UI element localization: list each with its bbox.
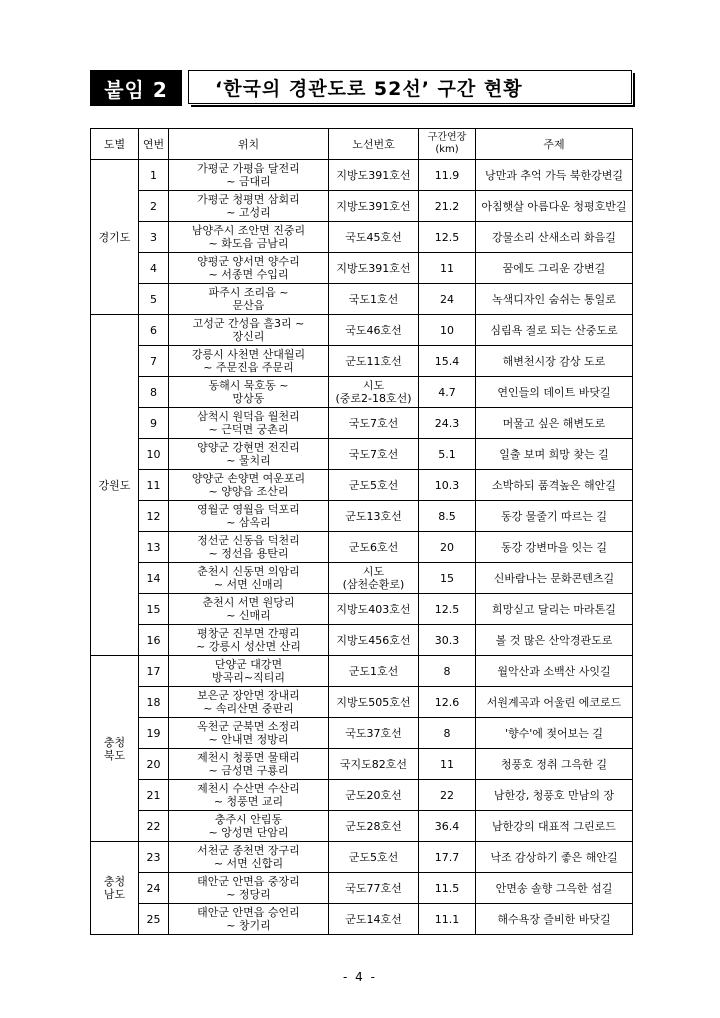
location-cell: 파주시 조리읍 ~ 문산읍	[169, 284, 329, 315]
table-row	[91, 501, 633, 532]
number-cell: 9	[139, 408, 169, 439]
number-cell: 4	[139, 253, 169, 284]
table-row	[91, 625, 633, 656]
number-cell: 15	[139, 594, 169, 625]
table-row	[91, 594, 633, 625]
number-cell: 17	[139, 656, 169, 687]
number-cell: 6	[139, 315, 169, 346]
length-cell: 17.7	[419, 842, 476, 873]
location-cell: 정선군 신동읍 덕천리 ~ 정선읍 용탄리	[169, 532, 329, 563]
number-cell: 18	[139, 687, 169, 718]
theme-cell: 해수욕장 즐비한 바닷길	[476, 904, 633, 935]
location-cell: 태안군 안면읍 중장리 ~ 정당리	[169, 873, 329, 904]
number-cell: 22	[139, 811, 169, 842]
length-cell: 4.7	[419, 377, 476, 408]
length-cell: 12.5	[419, 594, 476, 625]
theme-cell: 연인들의 데이트 바닷길	[476, 377, 633, 408]
route-cell: 국도37호선	[329, 718, 419, 749]
route-cell: 시도 (삼천순환로)	[329, 563, 419, 594]
theme-cell: 청풍호 정취 그윽한 길	[476, 749, 633, 780]
number-cell: 2	[139, 191, 169, 222]
theme-cell: 심림욕 절로 되는 산중도로	[476, 315, 633, 346]
route-cell: 군도13호선	[329, 501, 419, 532]
table-row	[91, 191, 633, 222]
number-cell: 24	[139, 873, 169, 904]
theme-cell: 녹색디자인 숨쉬는 통일로	[476, 284, 633, 315]
location-cell: 보은군 장안면 장내리 ~ 속리산면 중판리	[169, 687, 329, 718]
table-row	[91, 873, 633, 904]
theme-cell: 머물고 싶은 해변도로	[476, 408, 633, 439]
table-row	[91, 160, 633, 191]
table-row	[91, 408, 633, 439]
route-cell: 지방도391호선	[329, 191, 419, 222]
table-row	[91, 315, 633, 346]
number-cell: 19	[139, 718, 169, 749]
route-cell: 군도14호선	[329, 904, 419, 935]
col-number-header: 연번	[139, 129, 169, 160]
table-row	[91, 470, 633, 501]
length-cell: 11.9	[419, 160, 476, 191]
theme-cell: 볼 것 많은 산악경관도로	[476, 625, 633, 656]
number-cell: 8	[139, 377, 169, 408]
table-row	[91, 904, 633, 935]
location-cell: 가평군 청평면 삼회리 ~ 고성리	[169, 191, 329, 222]
attachment-badge	[90, 70, 182, 106]
location-cell: 강릉시 사천면 산대월리 ~ 주문진읍 주문리	[169, 346, 329, 377]
theme-cell: 남한강의 대표적 그린로드	[476, 811, 633, 842]
theme-cell: 안면송 솔향 그윽한 섬길	[476, 873, 633, 904]
route-cell: 지방도391호선	[329, 160, 419, 191]
table-row	[91, 811, 633, 842]
length-cell: 11.5	[419, 873, 476, 904]
number-cell: 16	[139, 625, 169, 656]
route-cell: 지방도456호선	[329, 625, 419, 656]
table-row	[91, 718, 633, 749]
number-cell: 13	[139, 532, 169, 563]
location-cell: 양양군 강현면 전진리 ~ 물치리	[169, 439, 329, 470]
length-cell: 5.1	[419, 439, 476, 470]
length-cell: 10.3	[419, 470, 476, 501]
col-province-header: 도별	[91, 129, 139, 160]
theme-cell: '향수'에 젖어보는 길	[476, 718, 633, 749]
route-cell: 국도46호선	[329, 315, 419, 346]
route-cell: 지방도403호선	[329, 594, 419, 625]
length-cell: 11	[419, 253, 476, 284]
location-cell: 서천군 종천면 장구리 ~ 서면 신합리	[169, 842, 329, 873]
route-cell: 군도5호선	[329, 842, 419, 873]
theme-cell: 희망싣고 달리는 마라톤길	[476, 594, 633, 625]
table-row	[91, 439, 633, 470]
theme-cell: 낙조 감상하기 좋은 해안길	[476, 842, 633, 873]
table-row	[91, 687, 633, 718]
length-cell: 24.3	[419, 408, 476, 439]
length-cell: 8.5	[419, 501, 476, 532]
location-cell: 춘천시 신동면 의암리 ~ 서면 신매리	[169, 563, 329, 594]
col-length-header: 구간연장 (km)	[419, 129, 476, 160]
theme-cell: 신바람나는 문화콘텐츠길	[476, 563, 633, 594]
table-body	[91, 160, 633, 935]
location-cell: 옥천군 군북면 소정리 ~ 안내면 정방리	[169, 718, 329, 749]
theme-cell: 소박하되 품격높은 해안길	[476, 470, 633, 501]
length-cell: 15	[419, 563, 476, 594]
province-cell: 충청 북도	[91, 656, 139, 842]
length-cell: 15.4	[419, 346, 476, 377]
length-cell: 21.2	[419, 191, 476, 222]
route-cell: 시도 (중로2-18호선)	[329, 377, 419, 408]
route-cell: 국도77호선	[329, 873, 419, 904]
length-cell: 12.6	[419, 687, 476, 718]
theme-cell: 아침햇살 아름다운 청평호반길	[476, 191, 633, 222]
route-cell: 군도28호선	[329, 811, 419, 842]
number-cell: 1	[139, 160, 169, 191]
length-cell: 30.3	[419, 625, 476, 656]
theme-cell: 꿈에도 그리운 강변길	[476, 253, 633, 284]
number-cell: 7	[139, 346, 169, 377]
length-cell: 20	[419, 532, 476, 563]
route-cell: 국도7호선	[329, 439, 419, 470]
number-cell: 20	[139, 749, 169, 780]
theme-cell: 동강 물줄기 따르는 길	[476, 501, 633, 532]
location-cell: 동해시 묵호동 ~ 망상동	[169, 377, 329, 408]
table-row	[91, 780, 633, 811]
number-cell: 3	[139, 222, 169, 253]
route-cell: 지방도391호선	[329, 253, 419, 284]
number-cell: 12	[139, 501, 169, 532]
col-route-header: 노선번호	[329, 129, 419, 160]
theme-cell: 해변천시장 감상 도로	[476, 346, 633, 377]
length-cell: 8	[419, 718, 476, 749]
location-cell: 제천시 수산면 수산리 ~ 청풍면 교리	[169, 780, 329, 811]
number-cell: 25	[139, 904, 169, 935]
table-header-row	[91, 129, 633, 160]
location-cell: 충주시 안림동 ~ 앙성면 단암리	[169, 811, 329, 842]
theme-cell: 낭만과 추억 가득 북한강변길	[476, 160, 633, 191]
province-cell: 강원도	[91, 315, 139, 656]
table-row	[91, 222, 633, 253]
route-cell: 군도11호선	[329, 346, 419, 377]
route-cell: 국도45호선	[329, 222, 419, 253]
number-cell: 14	[139, 563, 169, 594]
theme-cell: 동강 강변마을 잇는 길	[476, 532, 633, 563]
length-cell: 11	[419, 749, 476, 780]
route-cell: 군도20호선	[329, 780, 419, 811]
route-cell: 군도5호선	[329, 470, 419, 501]
length-cell: 24	[419, 284, 476, 315]
page-title: ‘한국의 경관도로 52선’ 구간 현황	[188, 70, 632, 104]
road-section-table	[90, 128, 633, 935]
location-cell: 양양군 손양면 여운포리 ~ 양양읍 조산리	[169, 470, 329, 501]
length-cell: 22	[419, 780, 476, 811]
location-cell: 고성군 간성읍 흘3리 ~ 장신리	[169, 315, 329, 346]
table-row	[91, 749, 633, 780]
length-cell: 11.1	[419, 904, 476, 935]
table-row	[91, 346, 633, 377]
theme-cell: 일출 보며 희망 찾는 길	[476, 439, 633, 470]
location-cell: 제천시 청풍면 물태리 ~ 금성면 구룡리	[169, 749, 329, 780]
table-row	[91, 377, 633, 408]
location-cell: 단양군 대강면 방곡리~직티리	[169, 656, 329, 687]
location-cell: 남양주시 조안면 진중리 ~ 화도읍 금남리	[169, 222, 329, 253]
theme-cell: 강물소리 산새소리 화음길	[476, 222, 633, 253]
number-cell: 11	[139, 470, 169, 501]
route-cell: 국도1호선	[329, 284, 419, 315]
theme-cell: 남한강, 청풍호 만남의 장	[476, 780, 633, 811]
number-cell: 21	[139, 780, 169, 811]
table-row	[91, 563, 633, 594]
location-cell: 양평군 양서면 양수리 ~ 서종면 수입리	[169, 253, 329, 284]
number-cell: 10	[139, 439, 169, 470]
length-cell: 8	[419, 656, 476, 687]
province-cell: 충청 남도	[91, 842, 139, 935]
col-theme-header: 주제	[476, 129, 633, 160]
route-cell: 군도6호선	[329, 532, 419, 563]
theme-cell: 월악산과 소백산 사잇길	[476, 656, 633, 687]
location-cell: 평창군 진부면 간평리 ~ 강릉시 성산면 산리	[169, 625, 329, 656]
location-cell: 삼척시 원덕읍 월천리 ~ 근덕면 궁촌리	[169, 408, 329, 439]
page-number: - 4 -	[343, 970, 377, 984]
length-cell: 12.5	[419, 222, 476, 253]
table-row	[91, 532, 633, 563]
location-cell: 춘천시 서면 원당리 ~ 신매리	[169, 594, 329, 625]
province-cell: 경기도	[91, 160, 139, 315]
table-row	[91, 656, 633, 687]
theme-cell: 서원계곡과 어울린 에코로드	[476, 687, 633, 718]
location-cell: 가평군 가평읍 달전리 ~ 금대리	[169, 160, 329, 191]
route-cell: 국도7호선	[329, 408, 419, 439]
route-cell: 국지도82호선	[329, 749, 419, 780]
col-location-header: 위치	[169, 129, 329, 160]
table-row	[91, 284, 633, 315]
number-cell: 23	[139, 842, 169, 873]
route-cell: 지방도505호선	[329, 687, 419, 718]
length-cell: 10	[419, 315, 476, 346]
length-cell: 36.4	[419, 811, 476, 842]
location-cell: 태안군 안면읍 승언리 ~ 창기리	[169, 904, 329, 935]
table-row	[91, 253, 633, 284]
route-cell: 군도1호선	[329, 656, 419, 687]
table-row	[91, 842, 633, 873]
number-cell: 5	[139, 284, 169, 315]
location-cell: 영월군 영월읍 덕포리 ~ 삼옥리	[169, 501, 329, 532]
attachment-badge-label: 붙임 2	[104, 77, 168, 102]
